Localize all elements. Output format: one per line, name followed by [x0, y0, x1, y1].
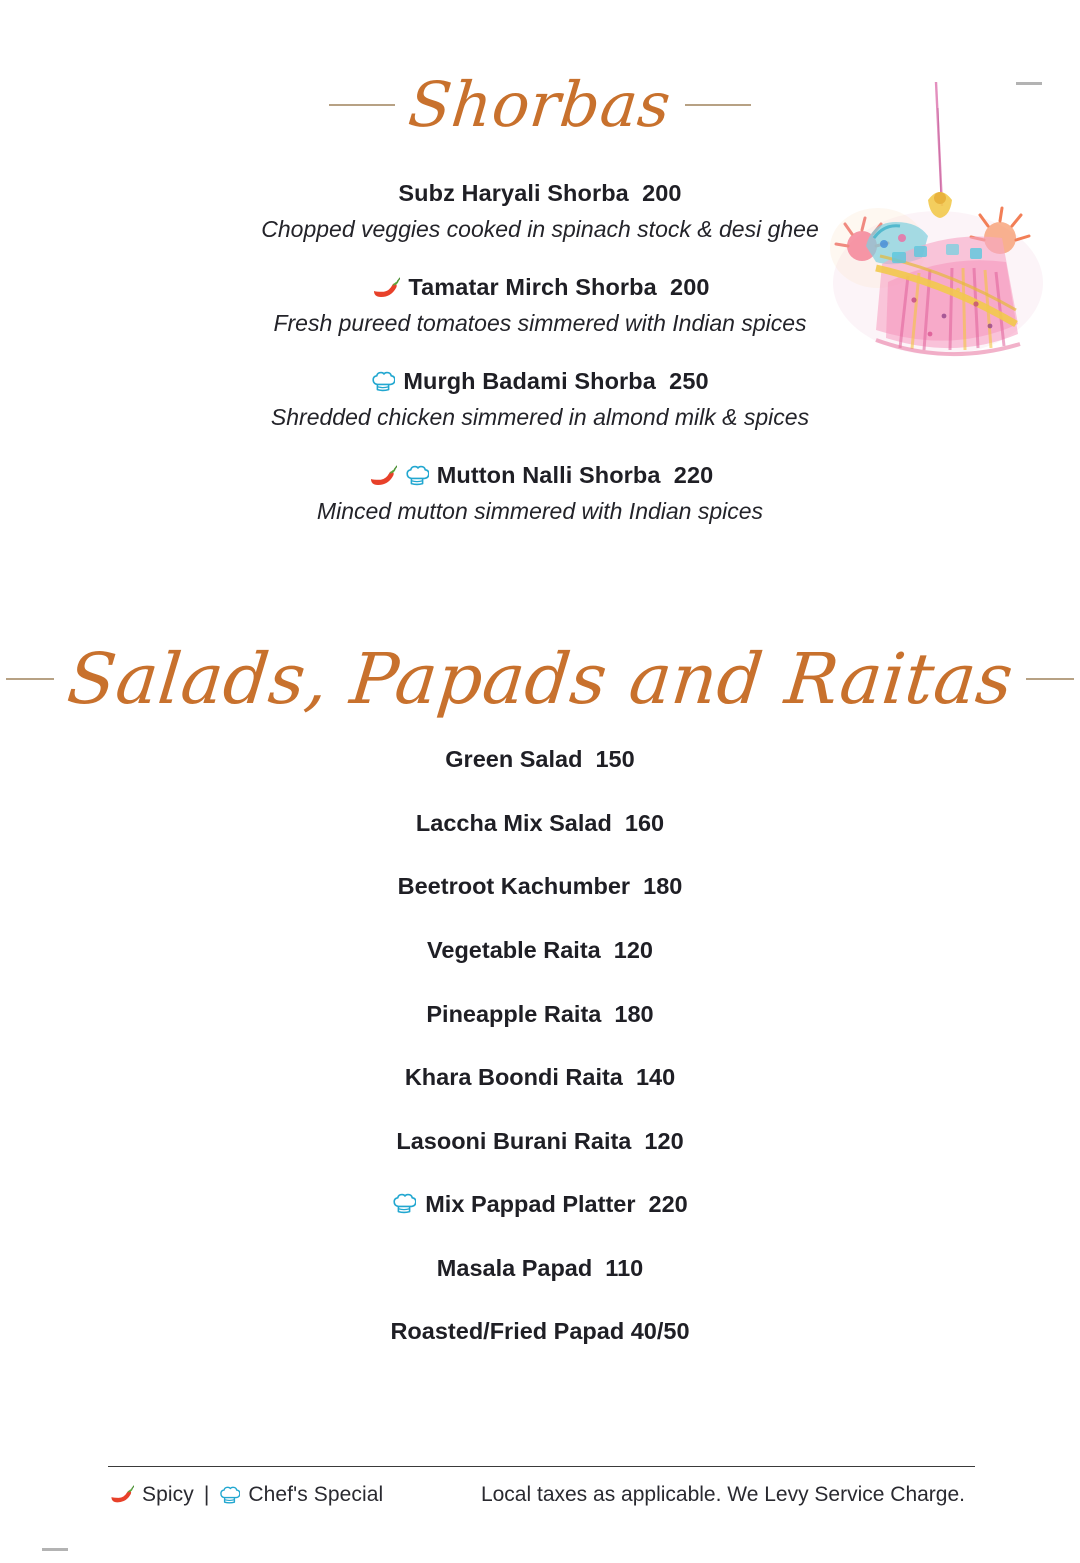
menu-item-title — [90, 178, 990, 210]
menu-item-name-price: Khara Boondi Raita 140 — [404, 1064, 676, 1091]
menu-item — [90, 178, 990, 244]
footer-tax-note: Local taxes as applicable. We Levy Service Charge. — [480, 1483, 965, 1506]
menu-item-title — [90, 272, 990, 304]
menu-item-description: Shredded chicken simmered in almond milk & spices — [270, 403, 810, 430]
menu-item-name-price: Mix Pappad Platter 220 — [425, 1191, 688, 1218]
menu-item — [90, 935, 990, 966]
menu-item-description: Fresh pureed tomatoes simmered with Indian spices — [273, 309, 807, 336]
heading-rule-right — [685, 104, 751, 106]
menu-item-description: Minced mutton simmered with Indian spices — [316, 497, 764, 524]
menu-item — [90, 808, 990, 839]
menu-item-description: Chopped veggies cooked in spinach stock & desi ghee — [261, 215, 819, 242]
legend-spicy-label: Spicy — [142, 1483, 194, 1506]
chili-icon — [367, 465, 397, 487]
menu-item-name-price: Mutton Nalli Shorba 220 — [436, 462, 714, 489]
menu-item-name-price: Tamatar Mirch Shorba 200 — [408, 274, 710, 301]
menu-item — [90, 1189, 990, 1220]
menu-item-name-price: Masala Papad 110 — [436, 1254, 644, 1281]
section-heading-salads-papads-raitas — [63, 638, 1017, 721]
crop-mark-bottom-left — [42, 1548, 68, 1551]
menu-item — [90, 1126, 990, 1157]
chili-icon — [370, 277, 400, 299]
menu-item — [90, 272, 990, 338]
legend — [108, 1483, 383, 1507]
menu-item — [90, 744, 990, 775]
crop-mark-top-right — [1016, 82, 1042, 85]
menu-item — [90, 1062, 990, 1093]
section-title: Shorbas — [405, 68, 675, 141]
heading-rule-right — [1026, 678, 1074, 680]
chili-icon — [108, 1486, 134, 1505]
legend-chef-special-label: Chef's Special — [248, 1483, 384, 1506]
section-heading-shorbas — [90, 68, 990, 141]
menu-item-name-price: Beetroot Kachumber 180 — [397, 873, 683, 900]
legend-separator: | — [203, 1483, 210, 1506]
menu-item-name-price: Roasted/Fried Papad 40/50 — [390, 1318, 690, 1345]
footer-divider — [108, 1466, 975, 1468]
menu-item-name-price: Vegetable Raita 120 — [427, 936, 653, 963]
menu-item — [90, 1253, 990, 1284]
page-footer — [108, 1466, 975, 1508]
menu-page — [0, 68, 1080, 1563]
menu-item — [90, 999, 990, 1030]
menu-item-name-price: Pineapple Raita 180 — [426, 1000, 654, 1027]
menu-item — [90, 366, 990, 432]
heading-rule-left — [329, 104, 395, 106]
section-title: Salads, Papads and Raitas — [63, 638, 1017, 721]
menu-item-name-price: Laccha Mix Salad 160 — [415, 809, 665, 836]
menu-item — [90, 1316, 990, 1347]
chef-hat-icon — [392, 1192, 416, 1216]
menu-item — [90, 460, 990, 526]
chef-hat-icon — [219, 1485, 240, 1506]
menu-item-title — [90, 460, 990, 492]
menu-item-name-price: Lasooni Burani Raita 120 — [396, 1127, 684, 1154]
menu-item-title — [90, 366, 990, 398]
footer-content — [108, 1483, 975, 1507]
chef-hat-icon — [405, 464, 429, 488]
menu-item-name-price: Subz Haryali Shorba 200 — [398, 180, 682, 206]
menu-item-name-price: Murgh Badami Shorba 250 — [403, 368, 709, 395]
heading-rule-left — [6, 678, 54, 680]
menu-item — [90, 871, 990, 902]
chef-hat-icon — [371, 370, 395, 394]
menu-item-name-price: Green Salad 150 — [445, 746, 635, 773]
shorbas-list — [90, 178, 990, 526]
salads-papads-raitas-list — [90, 744, 990, 1346]
